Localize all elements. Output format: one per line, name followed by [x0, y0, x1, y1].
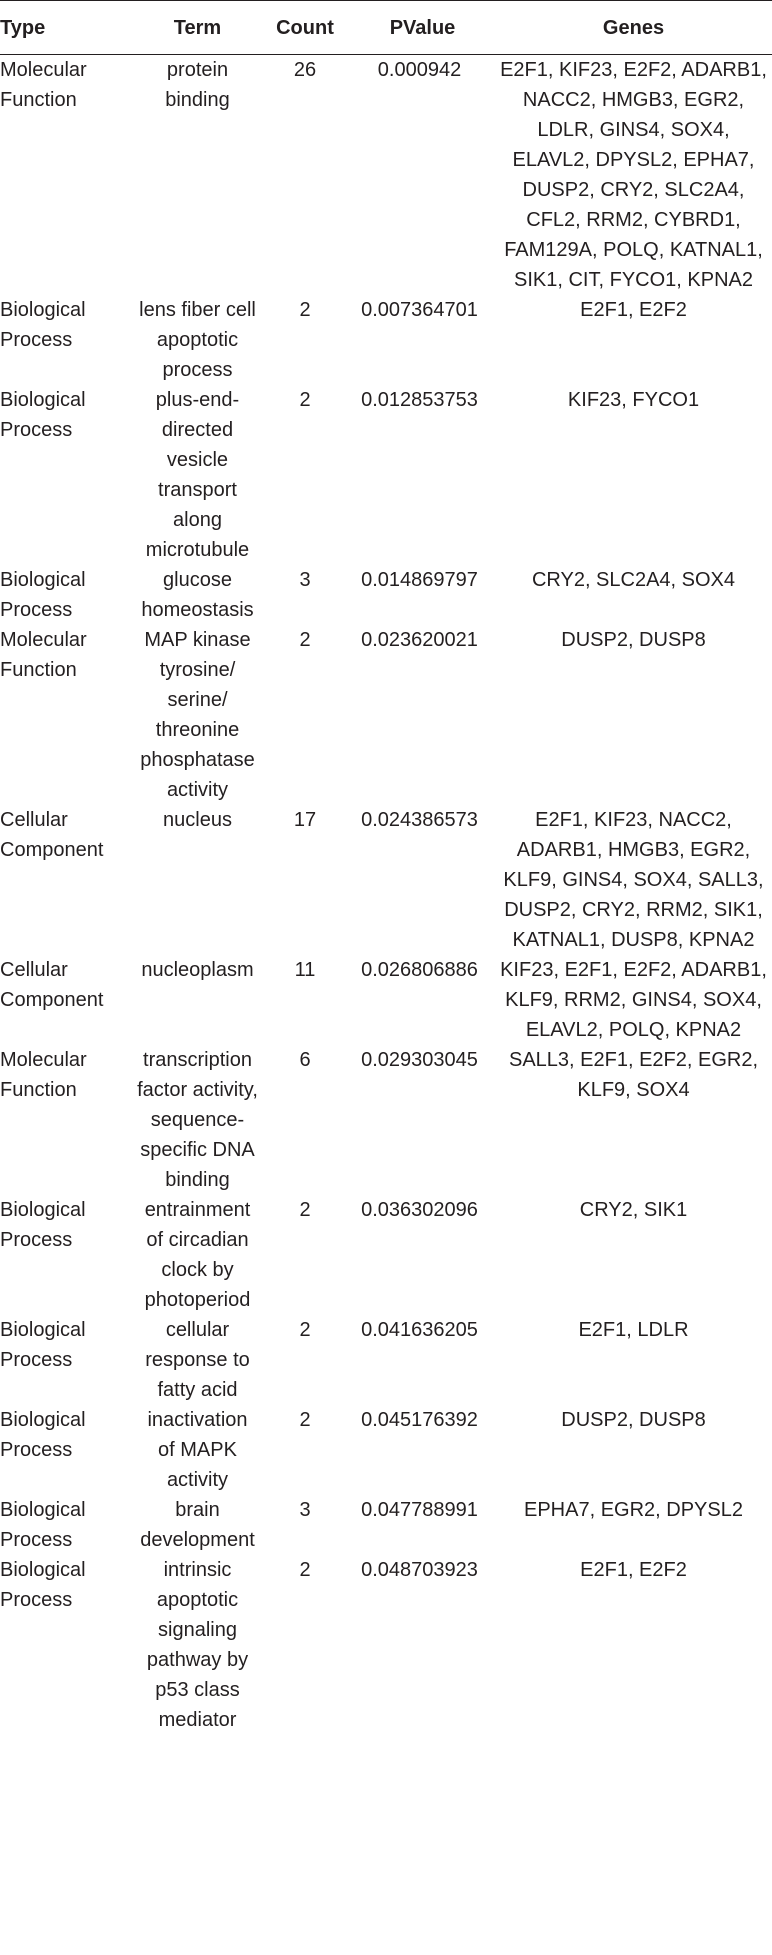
cell-type: Biological Process: [0, 1559, 86, 1611]
cell-count: 2: [299, 1559, 311, 1581]
header-count: Count: [276, 16, 334, 39]
cell-count: 2: [299, 1199, 311, 1221]
cell-pvalue: 0.014869797: [361, 569, 478, 591]
cell-term: lens fiber cell apoptotic process: [139, 299, 256, 381]
table-row: [0, 805, 772, 955]
cell-pvalue: 0.000942: [377, 59, 462, 81]
cell-genes: CRY2, SIK1: [579, 1199, 688, 1221]
cell-term: intrinsic apoptotic signaling pathway by p53 class mediator: [146, 1559, 249, 1731]
cell-genes: E2F1, KIF23, NACC2, ADARB1, HMGB3, EGR2, KLF9, GINS4, SOX4, SALL3, DUSP2, CRY2, RRM2, SIK1, KATNAL1, DUSP8, KPNA2: [503, 809, 764, 951]
cell-type: Biological Process: [0, 1319, 86, 1371]
cell-pvalue: 0.012853753: [361, 389, 478, 411]
cell-genes: KIF23, E2F1, E2F2, ADARB1, KLF9, RRM2, GINS4, SOX4, ELAVL2, POLQ, KPNA2: [500, 959, 767, 1041]
cell-type: Cellular Component: [0, 959, 104, 1011]
table-row: [0, 1495, 772, 1555]
header-row: [0, 0, 772, 55]
table-row: [0, 1315, 772, 1405]
cell-pvalue: 0.045176392: [361, 1409, 478, 1431]
cell-term: transcription factor activity, sequence-specific DNA binding: [137, 1049, 258, 1191]
table-row: [0, 385, 772, 565]
cell-genes: E2F1, E2F2: [580, 299, 687, 321]
cell-pvalue: 0.023620021: [361, 629, 478, 651]
cell-term: inactivation of MAPK activity: [147, 1409, 248, 1491]
cell-term: brain development: [140, 1499, 255, 1551]
cell-genes: CRY2, SLC2A4, SOX4: [531, 569, 736, 591]
cell-type: Biological Process: [0, 1199, 86, 1251]
cell-genes: EPHA7, EGR2, DPYSL2: [524, 1499, 743, 1521]
cell-term: MAP kinase tyrosine/ serine/ threonine phosphatase activity: [140, 629, 255, 801]
cell-pvalue: 0.048703923: [361, 1559, 478, 1581]
cell-type: Cellular Component: [0, 809, 104, 861]
cell-count: 3: [299, 569, 311, 591]
cell-count: 11: [294, 959, 316, 981]
cell-count: 3: [299, 1499, 311, 1521]
header-term: Term: [173, 16, 222, 39]
cell-pvalue: 0.041636205: [361, 1319, 478, 1341]
table-row: [0, 55, 772, 295]
cell-type: Biological Process: [0, 299, 86, 351]
cell-type: Molecular Function: [0, 629, 87, 681]
cell-pvalue: 0.036302096: [361, 1199, 478, 1221]
cell-pvalue: 0.024386573: [361, 809, 478, 831]
table-row: [0, 1555, 772, 1735]
cell-count: 17: [293, 809, 317, 831]
cell-term: nucleus: [163, 809, 232, 831]
cell-type: Molecular Function: [0, 59, 87, 111]
cell-type: Molecular Function: [0, 1049, 87, 1101]
cell-count: 2: [299, 389, 311, 411]
cell-count: 2: [299, 629, 311, 651]
cell-genes: DUSP2, DUSP8: [561, 1409, 706, 1431]
cell-term: protein binding: [165, 59, 230, 111]
table-row: [0, 625, 772, 805]
cell-genes: KIF23, FYCO1: [567, 389, 700, 411]
cell-count: 2: [299, 1409, 311, 1431]
table-row: [0, 565, 772, 625]
cell-count: 2: [299, 1319, 311, 1341]
cell-genes: E2F1, LDLR: [578, 1319, 689, 1341]
cell-pvalue: 0.007364701: [361, 299, 478, 321]
table-row: [0, 295, 772, 385]
cell-genes: E2F1, KIF23, E2F2, ADARB1, NACC2, HMGB3, EGR2, LDLR, GINS4, SOX4, ELAVL2, DPYSL2, EPHA7, DUSP2, CRY2, SLC2A4, CFL2, RRM2, CYBRD1, FAM129A, POLQ, KATNAL1, SIK1, CIT, FYCO1, KPNA2: [500, 59, 767, 291]
table-header: [0, 0, 772, 55]
cell-type: Biological Process: [0, 1499, 86, 1551]
cell-pvalue: 0.026806886: [361, 959, 478, 981]
cell-type: Biological Process: [0, 1409, 86, 1461]
header-genes: Genes: [602, 16, 665, 39]
cell-genes: SALL3, E2F1, E2F2, EGR2, KLF9, SOX4: [508, 1049, 758, 1101]
cell-term: nucleoplasm: [141, 959, 254, 981]
cell-count: 26: [293, 59, 317, 81]
cell-term: plus-end-directed vesicle transport along microtubule: [145, 389, 250, 561]
cell-term: entrainment of circadian clock by photoperiod: [144, 1199, 251, 1311]
cell-count: 2: [299, 299, 311, 321]
cell-genes: E2F1, E2F2: [580, 1559, 687, 1581]
header-pvalue: PValue: [389, 16, 456, 39]
cell-count: 6: [299, 1049, 311, 1071]
cell-genes: DUSP2, DUSP8: [561, 629, 706, 651]
table-row: [0, 1405, 772, 1495]
cell-term: glucose homeostasis: [141, 569, 254, 621]
table-row: [0, 955, 772, 1045]
cell-term: cellular response to fatty acid: [145, 1319, 250, 1401]
cell-pvalue: 0.029303045: [361, 1049, 478, 1071]
cell-type: Biological Process: [0, 389, 86, 441]
cell-pvalue: 0.047788991: [361, 1499, 478, 1521]
table-body: [0, 55, 772, 1735]
header-type: Type: [0, 16, 46, 39]
table-row: [0, 1195, 772, 1315]
table-row: [0, 1045, 772, 1195]
cell-type: Biological Process: [0, 569, 86, 621]
